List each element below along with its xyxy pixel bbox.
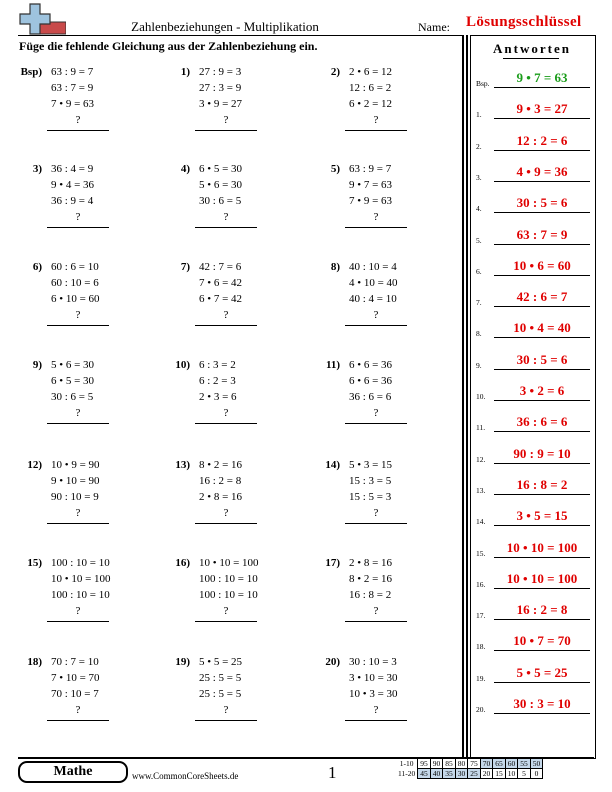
answer-underline bbox=[494, 650, 590, 651]
equation-line: 36 : 9 = 4 bbox=[51, 195, 94, 207]
answer-value: 10 • 7 = 70 bbox=[513, 633, 571, 649]
answer-item bbox=[470, 414, 594, 436]
equation-line: 40 : 10 = 4 bbox=[349, 261, 397, 273]
score-row-label: 11-20 bbox=[398, 769, 416, 778]
answer-value: 10 • 6 = 60 bbox=[513, 257, 571, 273]
equation-line: 8 • 2 = 16 bbox=[349, 573, 393, 585]
equation-line: 6 • 7 = 42 bbox=[199, 293, 243, 305]
answer-value: 3 • 5 = 15 bbox=[516, 508, 568, 524]
answer-underline bbox=[494, 400, 590, 401]
equation-line: 10 • 9 = 90 bbox=[51, 459, 100, 471]
equation-line: 63 : 9 = 7 bbox=[51, 66, 94, 78]
score-cell: 65 bbox=[493, 759, 506, 769]
equation-line: 6 • 5 = 30 bbox=[199, 163, 243, 175]
answer-blank-line[interactable] bbox=[195, 621, 257, 622]
answer-value: 30 : 5 = 6 bbox=[516, 351, 568, 367]
missing-equation-placeholder: ? bbox=[75, 407, 81, 419]
score-cell: 0 bbox=[530, 769, 543, 779]
equation-line: 27 : 3 = 9 bbox=[199, 82, 242, 94]
missing-equation-placeholder: ? bbox=[223, 407, 229, 419]
equation-line: 25 : 5 = 5 bbox=[199, 672, 242, 684]
score-cell: 60 bbox=[505, 759, 518, 769]
equation-line: 6 : 2 = 3 bbox=[199, 375, 236, 387]
score-row-label: 1-10 bbox=[399, 759, 414, 768]
answer-blank-line[interactable] bbox=[345, 523, 407, 524]
answer-item bbox=[470, 289, 594, 311]
missing-equation-placeholder: ? bbox=[373, 407, 379, 419]
answer-item bbox=[470, 477, 594, 499]
answer-label: 16. bbox=[476, 579, 486, 589]
equation-line: 6 • 2 = 12 bbox=[349, 98, 393, 110]
problem-number: 17) bbox=[325, 557, 340, 569]
problem-item bbox=[18, 656, 158, 736]
answer-label: 10. bbox=[476, 392, 486, 401]
column-separator bbox=[466, 35, 468, 757]
answer-blank-line[interactable] bbox=[345, 227, 407, 228]
equation-line: 7 • 6 = 42 bbox=[199, 277, 243, 289]
answer-blank-line[interactable] bbox=[345, 720, 407, 721]
answer-value: 4 • 9 = 36 bbox=[516, 163, 568, 179]
missing-equation-placeholder: ? bbox=[223, 211, 229, 223]
answer-item bbox=[470, 133, 594, 155]
equation-line: 2 • 6 = 12 bbox=[349, 66, 393, 78]
answer-underline bbox=[494, 118, 590, 119]
answer-blank-line[interactable] bbox=[345, 130, 407, 131]
problem-item bbox=[316, 459, 456, 539]
equation-line: 30 : 10 = 3 bbox=[349, 656, 397, 668]
score-cell: 45 bbox=[418, 769, 431, 779]
answer-label: 13. bbox=[476, 485, 486, 495]
equation-line: 10 • 10 = 100 bbox=[51, 573, 111, 585]
missing-equation-placeholder: ? bbox=[223, 605, 229, 617]
answer-underline bbox=[494, 557, 590, 558]
answer-label: 18. bbox=[476, 642, 486, 652]
answer-blank-line[interactable] bbox=[47, 423, 109, 424]
missing-equation-placeholder: ? bbox=[373, 507, 379, 519]
equation-line: 70 : 7 = 10 bbox=[51, 656, 99, 668]
answer-item bbox=[470, 665, 594, 687]
answer-underline bbox=[494, 494, 590, 495]
answer-underline bbox=[494, 337, 590, 338]
equation-line: 16 : 8 = 2 bbox=[349, 589, 392, 601]
answer-blank-line[interactable] bbox=[195, 227, 257, 228]
score-cell: 50 bbox=[530, 759, 543, 769]
answer-blank-line[interactable] bbox=[195, 720, 257, 721]
equation-line: 36 : 6 = 6 bbox=[349, 391, 392, 403]
answer-item bbox=[470, 227, 594, 249]
header-divider bbox=[18, 35, 462, 36]
problem-number: Bsp) bbox=[20, 66, 42, 78]
problem-item bbox=[316, 656, 456, 736]
equation-line: 100 : 10 = 10 bbox=[51, 557, 110, 569]
equation-line: 25 : 5 = 5 bbox=[199, 688, 242, 700]
answer-value: 30 : 3 = 10 bbox=[513, 696, 571, 711]
equation-line: 9 • 4 = 36 bbox=[51, 179, 95, 191]
problem-number: 13) bbox=[175, 459, 190, 471]
problem-item bbox=[166, 163, 306, 243]
answer-value: 10 • 4 = 40 bbox=[513, 320, 571, 336]
answer-underline bbox=[494, 588, 590, 589]
score-cell: 90 bbox=[430, 759, 443, 769]
problem-item bbox=[316, 359, 456, 439]
problem-number: 12) bbox=[27, 459, 42, 471]
score-cell: 10 bbox=[505, 769, 518, 779]
answer-value: 16 : 2 = 8 bbox=[516, 602, 568, 618]
equation-line: 100 : 10 = 10 bbox=[51, 589, 110, 601]
answer-underline bbox=[494, 463, 590, 464]
equation-line: 42 : 7 = 6 bbox=[199, 261, 242, 273]
answer-blank-line[interactable] bbox=[47, 720, 109, 721]
score-table bbox=[396, 758, 543, 779]
missing-equation-placeholder: ? bbox=[223, 309, 229, 321]
answer-value: 12 : 2 = 6 bbox=[516, 132, 568, 148]
equation-line: 60 : 6 = 10 bbox=[51, 261, 99, 273]
equation-line: 6 : 3 = 2 bbox=[199, 359, 236, 371]
equation-line: 6 • 6 = 36 bbox=[349, 359, 393, 371]
answer-label: 19. bbox=[476, 673, 486, 683]
problem-number: 5) bbox=[330, 163, 340, 175]
answers-header: Antworten bbox=[493, 41, 571, 56]
missing-equation-placeholder: ? bbox=[75, 507, 81, 519]
answer-label: 11. bbox=[476, 423, 486, 433]
answer-item bbox=[470, 320, 594, 342]
missing-equation-placeholder: ? bbox=[75, 211, 81, 223]
equation-line: 3 • 10 = 30 bbox=[349, 672, 398, 684]
answer-label: 20. bbox=[476, 705, 486, 714]
score-cell: 40 bbox=[430, 769, 443, 779]
problem-number: 6) bbox=[32, 261, 42, 273]
equation-line: 4 • 10 = 40 bbox=[349, 277, 398, 289]
missing-equation-placeholder: ? bbox=[373, 605, 379, 617]
problem-item bbox=[18, 459, 158, 539]
problem-item bbox=[166, 656, 306, 736]
problem-item bbox=[18, 66, 158, 146]
answer-blank-line[interactable] bbox=[195, 130, 257, 131]
answer-blank-line[interactable] bbox=[195, 423, 257, 424]
answer-value: 90 : 9 = 10 bbox=[513, 445, 571, 461]
answer-blank-line[interactable] bbox=[195, 523, 257, 524]
answer-item bbox=[470, 508, 594, 530]
answer-item bbox=[470, 258, 594, 280]
answer-key-title: Lösungsschlüssel bbox=[466, 14, 582, 30]
problem-item bbox=[166, 66, 306, 146]
answer-underline bbox=[494, 369, 590, 370]
answer-item bbox=[470, 70, 594, 92]
problem-number: 3) bbox=[32, 163, 42, 175]
answer-value: 36 : 6 = 6 bbox=[516, 414, 568, 430]
answers-header-underline bbox=[503, 58, 559, 59]
problem-item bbox=[18, 359, 158, 439]
problem-number: 20) bbox=[325, 656, 340, 668]
equation-line: 10 • 3 = 30 bbox=[349, 688, 398, 700]
answer-blank-line[interactable] bbox=[47, 523, 109, 524]
score-cell: 70 bbox=[480, 759, 493, 769]
answer-label: Bsp. bbox=[476, 79, 490, 88]
score-cell: 15 bbox=[493, 769, 506, 779]
problem-item bbox=[316, 66, 456, 146]
equation-line: 40 : 4 = 10 bbox=[349, 293, 397, 305]
score-cell: 20 bbox=[480, 769, 493, 779]
equation-line: 15 : 3 = 5 bbox=[349, 475, 392, 487]
answer-value: 5 • 5 = 25 bbox=[516, 664, 568, 680]
answer-label: 8. bbox=[476, 329, 482, 339]
answer-item bbox=[470, 352, 594, 374]
answer-value: 42 : 6 = 7 bbox=[516, 289, 568, 305]
missing-equation-placeholder: ? bbox=[75, 704, 81, 716]
answer-item bbox=[470, 164, 594, 186]
equation-line: 10 • 10 = 100 bbox=[199, 557, 259, 569]
score-cell: 35 bbox=[443, 769, 456, 779]
problem-item bbox=[166, 359, 306, 439]
equation-line: 7 • 10 = 70 bbox=[51, 672, 100, 684]
equation-line: 7 • 9 = 63 bbox=[349, 195, 393, 207]
problem-item bbox=[316, 261, 456, 341]
missing-equation-placeholder: ? bbox=[75, 309, 81, 321]
answer-underline bbox=[494, 87, 590, 88]
score-row bbox=[396, 769, 543, 779]
answer-label: 1. bbox=[476, 110, 482, 120]
equation-line: 100 : 10 = 10 bbox=[199, 573, 258, 585]
answer-underline bbox=[494, 713, 590, 714]
equation-line: 63 : 9 = 7 bbox=[349, 163, 392, 175]
answer-blank-line[interactable] bbox=[345, 423, 407, 424]
equation-line: 6 • 6 = 36 bbox=[349, 375, 393, 387]
answer-underline bbox=[494, 150, 590, 151]
answer-value: 10 • 10 = 100 bbox=[506, 539, 578, 555]
answer-value: 10 • 10 = 100 bbox=[506, 570, 578, 586]
answer-underline bbox=[494, 306, 590, 307]
equation-line: 100 : 10 = 10 bbox=[199, 589, 258, 601]
answer-blank-line[interactable] bbox=[47, 621, 109, 622]
answer-label: 14. bbox=[476, 517, 486, 527]
score-cell: 30 bbox=[455, 769, 468, 779]
missing-equation-placeholder: ? bbox=[373, 114, 379, 126]
missing-equation-placeholder: ? bbox=[373, 211, 379, 223]
missing-equation-placeholder: ? bbox=[223, 114, 229, 126]
problem-item bbox=[166, 261, 306, 341]
equation-line: 2 • 3 = 6 bbox=[199, 391, 237, 403]
missing-equation-placeholder: ? bbox=[373, 704, 379, 716]
problem-number: 14) bbox=[325, 459, 340, 471]
score-cell: 55 bbox=[518, 759, 531, 769]
equation-line: 2 • 8 = 16 bbox=[199, 491, 243, 503]
answer-blank-line[interactable] bbox=[195, 325, 257, 326]
problem-number: 1) bbox=[180, 66, 190, 78]
instructions: Füge die fehlende Gleichung aus der Zahlenbeziehung ein. bbox=[19, 39, 318, 53]
equation-line: 3 • 9 = 27 bbox=[199, 98, 243, 110]
equation-line: 63 : 7 = 9 bbox=[51, 82, 94, 94]
problem-item bbox=[166, 459, 306, 539]
problem-item bbox=[166, 557, 306, 637]
answer-item bbox=[470, 696, 594, 718]
answer-label: 12. bbox=[476, 454, 486, 464]
equation-line: 15 : 5 = 3 bbox=[349, 491, 392, 503]
equation-line: 27 : 9 = 3 bbox=[199, 66, 242, 78]
problem-number: 9) bbox=[32, 359, 42, 371]
problem-number: 19) bbox=[175, 656, 190, 668]
equation-line: 8 • 2 = 16 bbox=[199, 459, 243, 471]
problem-item bbox=[316, 163, 456, 243]
equation-line: 90 : 10 = 9 bbox=[51, 491, 99, 503]
score-row bbox=[396, 759, 543, 769]
answer-item bbox=[470, 540, 594, 562]
equation-line: 6 • 5 = 30 bbox=[51, 375, 95, 387]
equation-line: 5 • 3 = 15 bbox=[349, 459, 393, 471]
missing-equation-placeholder: ? bbox=[75, 605, 81, 617]
answer-underline bbox=[494, 181, 590, 182]
equation-line: 12 : 6 = 2 bbox=[349, 82, 392, 94]
answer-item bbox=[470, 195, 594, 217]
missing-equation-placeholder: ? bbox=[75, 114, 81, 126]
problem-number: 4) bbox=[180, 163, 190, 175]
missing-equation-placeholder: ? bbox=[223, 507, 229, 519]
answer-value: 9 • 7 = 63 bbox=[516, 70, 568, 85]
equation-line: 30 : 6 = 5 bbox=[51, 391, 94, 403]
equation-line: 70 : 10 = 7 bbox=[51, 688, 99, 700]
problem-number: 18) bbox=[27, 656, 42, 668]
page-number: 1 bbox=[328, 763, 337, 782]
answer-item bbox=[470, 383, 594, 405]
answer-label: 17. bbox=[476, 611, 486, 621]
equation-line: 36 : 4 = 9 bbox=[51, 163, 94, 175]
answer-label: 5. bbox=[476, 235, 482, 245]
answer-label: 2. bbox=[476, 141, 482, 151]
equation-line: 2 • 8 = 16 bbox=[349, 557, 393, 569]
answer-blank-line[interactable] bbox=[345, 621, 407, 622]
answer-value: 3 • 2 = 6 bbox=[519, 383, 565, 398]
score-cell: 85 bbox=[443, 759, 456, 769]
answer-value: 16 : 8 = 2 bbox=[516, 476, 568, 492]
score-cell: 5 bbox=[518, 769, 531, 779]
answer-label: 15. bbox=[476, 548, 486, 558]
problem-number: 10) bbox=[175, 359, 190, 371]
answer-underline bbox=[494, 275, 590, 276]
answer-underline bbox=[494, 431, 590, 432]
answer-blank-line[interactable] bbox=[47, 325, 109, 326]
answer-underline bbox=[494, 682, 590, 683]
equation-line: 6 • 10 = 60 bbox=[51, 293, 100, 305]
problem-number: 15) bbox=[27, 557, 42, 569]
score-cell: 25 bbox=[468, 769, 481, 779]
equation-line: 5 • 6 = 30 bbox=[199, 179, 243, 191]
answer-item bbox=[470, 571, 594, 593]
equation-line: 9 • 7 = 63 bbox=[349, 179, 393, 191]
answer-blank-line[interactable] bbox=[47, 227, 109, 228]
problem-item bbox=[18, 557, 158, 637]
equation-line: 30 : 6 = 5 bbox=[199, 195, 242, 207]
problem-item bbox=[18, 261, 158, 341]
missing-equation-placeholder: ? bbox=[373, 309, 379, 321]
score-cell: 95 bbox=[418, 759, 431, 769]
answer-label: 9. bbox=[476, 360, 482, 370]
problem-number: 11) bbox=[325, 359, 340, 371]
answer-item bbox=[470, 101, 594, 123]
problem-number: 7) bbox=[180, 261, 190, 273]
score-cell: 75 bbox=[468, 759, 481, 769]
answer-item bbox=[470, 633, 594, 655]
name-label: Name: bbox=[418, 20, 450, 34]
problem-item bbox=[18, 163, 158, 243]
answer-value: 30 : 5 = 6 bbox=[516, 195, 568, 211]
answer-underline bbox=[494, 525, 590, 526]
equation-line: 16 : 2 = 8 bbox=[199, 475, 242, 487]
answer-blank-line[interactable] bbox=[345, 325, 407, 326]
equation-line: 5 • 5 = 25 bbox=[199, 656, 243, 668]
answer-underline bbox=[494, 244, 590, 245]
page-title: Zahlenbeziehungen - Multiplikation bbox=[131, 19, 319, 34]
answer-value: 9 • 3 = 27 bbox=[516, 101, 568, 117]
problem-number: 8) bbox=[330, 261, 340, 273]
website-link[interactable]: www.CommonCoreSheets.de bbox=[132, 771, 239, 781]
answer-label: 6. bbox=[476, 266, 482, 276]
answer-value: 63 : 7 = 9 bbox=[516, 226, 568, 242]
answer-item bbox=[470, 602, 594, 624]
answer-item bbox=[470, 446, 594, 468]
answer-underline bbox=[494, 619, 590, 620]
equation-line: 9 • 10 = 90 bbox=[51, 475, 100, 487]
problem-item bbox=[316, 557, 456, 637]
equation-line: 60 : 10 = 6 bbox=[51, 277, 99, 289]
problem-number: 16) bbox=[175, 557, 190, 569]
score-cell: 80 bbox=[455, 759, 468, 769]
equation-line: 5 • 6 = 30 bbox=[51, 359, 95, 371]
column-separator bbox=[462, 35, 464, 757]
answer-label: 4. bbox=[476, 204, 482, 214]
answer-label: 3. bbox=[476, 172, 482, 182]
missing-equation-placeholder: ? bbox=[223, 704, 229, 716]
answer-label: 7. bbox=[476, 298, 482, 308]
equation-line: 7 • 9 = 63 bbox=[51, 98, 95, 110]
answer-blank-line[interactable] bbox=[47, 130, 109, 131]
answer-underline bbox=[494, 212, 590, 213]
problem-number: 2) bbox=[330, 66, 340, 78]
subject-badge: Mathe bbox=[18, 761, 128, 783]
